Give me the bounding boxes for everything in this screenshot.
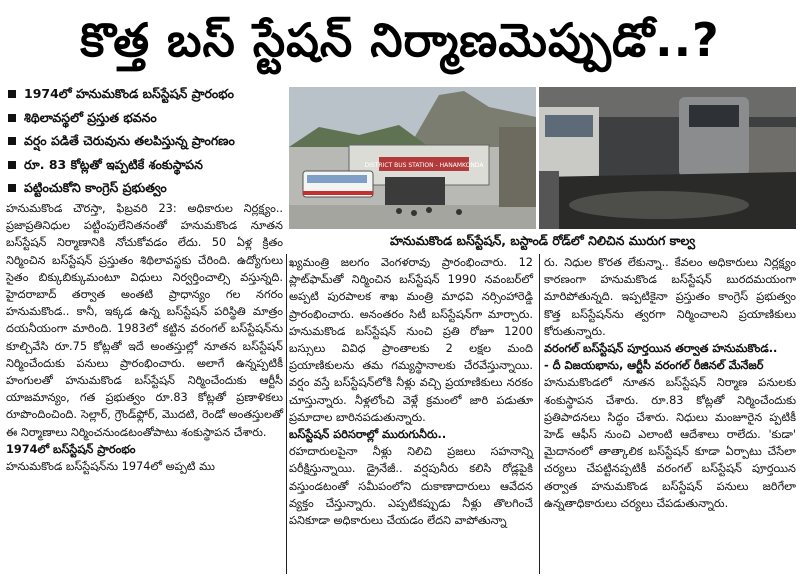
article-column-2 <box>289 254 533 529</box>
paragraph: హనుమకొండలో నూతన బస్‌స్టేషన్ నిర్మాణ పనులకు శంకుస్థాపన చేశారు. రూ.83 కోట్లతో నిర్మించేందుకు ప్రతిపాదనలు సిద్ధం చేశారు. నిధులు మంజూరైన ప్పటికీ హెడ్ ఆఫీస్ నుంచి ఎలాంటి ఆదేశాలు రాలేదు. 'కుడా' మైదానంలో తాత్కాలిక బస్‌స్టేషన్ కూడా ఏర్పాటు చేసేలా చర్యలు చేపట్టినప్పటికీ వరంగల్ బస్‌స్టేషన్ పూర్తయిన తర్వాత హనుమకొండ బస్‌స్టేషన్ పనులు జరిగేలా ఉన్నతాధికారులు చర్యలు చేపడుతున్నారు. <box>544 376 796 510</box>
bullet-square-icon <box>8 137 16 145</box>
highlight-item: పట్టించుకోని కాంగ్రెస్ ప్రభుత్వం <box>6 176 288 200</box>
bus-station-photo <box>289 87 536 229</box>
subheading: బస్‌స్టేషన్ పరిసరాల్లో మురుగునీరు.. <box>289 428 447 442</box>
bullet-square-icon <box>8 114 16 122</box>
article-column-3 <box>544 254 796 512</box>
station-sign-text: DISTRICT BUS STATION - HANAMKONDA <box>364 162 484 169</box>
highlights-list <box>6 82 288 200</box>
bullet-square-icon <box>8 184 16 192</box>
bullet-square-icon <box>8 90 16 98</box>
highlight-item: శిథిలావస్థలో ప్రస్తుత భవనం <box>6 106 288 130</box>
subheading: 1974లో బస్‌స్టేషన్ ప్రారంభం <box>6 442 136 456</box>
article-column-1 <box>6 200 283 475</box>
highlight-item: వర్షం పడితే చెరువును తలపిస్తున్న ప్రాంగణం <box>6 129 288 153</box>
sewage-drain-photo <box>539 87 796 229</box>
column-divider <box>539 254 540 574</box>
bullet-square-icon <box>8 161 16 169</box>
quote-attribution: - దీ విజయభాను, ఆర్టీసీ వరంగల్ రీజినల్ మేనేజర్ <box>544 359 764 373</box>
paragraph: ఖ్యమంత్రి జలగం వెంగళరావు ప్రారంభించారు. 12 ప్లాట్‌ఫామ్‌తో నిర్మించిన బస్‌స్టేషన్ 1990 నవంబర్‌లో అప్పటి పురపాలక శాఖ మంత్రి మాధవి నర్సింహారెడ్డి ప్రారంభించారు. అనంతరం సిటీ బస్‌స్టేషన్‌గా మార్చారు. హనుమకొండ బస్‌స్టేషన్ నుంచి ప్రతి రోజూ 1200 బస్సులు వివిధ ప్రాంతాలకు 2 లక్షల మంది ప్రయాణికులను తమ గమ్యస్థానాలకు చేరవేస్తున్నాయి. వర్షం వస్తే బస్‌స్టేషన్‌లోకి నీళ్లు వచ్చి ప్రయాణికులు నరకం చూస్తున్నారు. నీళ్లలోంచి వెళ్లే క్రమంలో జారి పడుతూ ప్రమాదాల బారినపడుతున్నారు. <box>289 256 533 424</box>
highlight-item: రూ. 83 కోట్లతో ఇప్పటికే శంకుస్థాపన <box>6 153 288 177</box>
photo-caption: హనుమకొండ బస్‌స్టేషన్, బస్టాండ్ రోడ్‌లో నిలిచిన మురుగ కాల్వ <box>389 233 696 248</box>
paragraph: హనుమకొండ చౌరస్తా, ఫిబ్రవరి 23: అధికారుల నిర్లక్ష్యం.. ప్రజాప్రతినిధుల పట్టింపులేనితనంతో హనుమకొండ నూతన బస్‌స్టేషన్ నిర్మాణానికి నోచుకోవడం లేదు. 50 ఏళ్ల క్రితం నిర్మించిన బస్‌స్టేషన్ ప్రస్తుతం శిథిలావస్థకు చేరింది. ఉద్యోగులు సైతం బిక్కుబిక్కుమంటూ విధులు నిర్వర్తించాల్సి వస్తున్నది. హైదరాబాద్ తర్వాత అంతటి ప్రాధాన్యం గల నగరం హనుమకొండ.. కానీ, ఇక్కడ ఉన్న బస్‌స్టేషన్ పరిస్థితి మాత్రం దయనీయంగా మారింది. 1983లో కట్టిన వరంగల్ బస్‌స్టేషన్‌ను కూల్చివేసి రూ.75 కోట్లతో ఇదే అంతస్తుల్లో నూతన బస్‌స్టేషన్ నిర్మించేందుకు పనులు ప్రారంభించారు. అలాగే ఉన్నప్పటికీ హంగులతో హనుమకొండ బస్‌స్టేషన్ నిర్మించేందుకు ఆర్టీసీ యాజమాన్యం, గత ప్రభుత్వం రూ.83 కోట్లతో ప్రణాళికలు రూపొందించింది. సెల్లార్, గ్రౌండ్‌ఫ్లోర్, మొదటి, రెండో అంతస్తులతో ఈ నిర్మాణాలు నిర్మించనుండటంతోపాటు శంకుస్థాపన చేశారు. <box>6 202 283 439</box>
headline: కొత్త బస్ స్టేషన్ నిర్మాణమెప్పుడో..? <box>80 13 720 67</box>
subheading: వరంగల్ బస్‌స్టేషన్ పూర్తయిన తర్వాత హనుమకొండ.. <box>544 342 778 356</box>
highlight-item: 1974లో హనుమకొండ బస్‌స్టేషన్ ప్రారంభం <box>6 82 288 106</box>
paragraph: రహదారులపైనా నీళ్లు నిలిచి ప్రజలు సహనాన్ని పరీక్షిస్తున్నాయి. డ్రైనేజీ.. వర్షపునీరు కలిసి రోడ్లపైకి వస్తుండటంతో సమీపంలోని దుకాణాదారులు ఆవేదన వ్యక్తం చేస్తున్నారు. ఎప్పటికప్పుడు నీళ్లు తొలగించే పనికూడా అధికారులు చేయడం లేదని వాపోతున్నా <box>289 445 533 528</box>
drain-illustration <box>539 87 796 229</box>
paragraph: రు. నిధుల కొరత లేకున్నా.. కేవలం అధికారులు నిర్లక్ష్యం కారణంగా హనుమకొండ బస్‌స్టేషన్ బురదమయంగా మారిపోతున్నది. ఇప్పటికైనా ప్రస్తుతం కాంగ్రెస్ ప్రభుత్వం కొత్త బస్‌స్టేషన్‌ను త్వరగా నిర్మించాలని ప్రయాణికులు కోరుతున్నారు. <box>544 256 796 338</box>
column-divider <box>286 254 287 574</box>
paragraph: హనుమకొండ బస్‌స్టేషన్‌ను 1974లో అప్పటి ము <box>6 460 215 474</box>
bus-station-illustration <box>289 87 536 229</box>
